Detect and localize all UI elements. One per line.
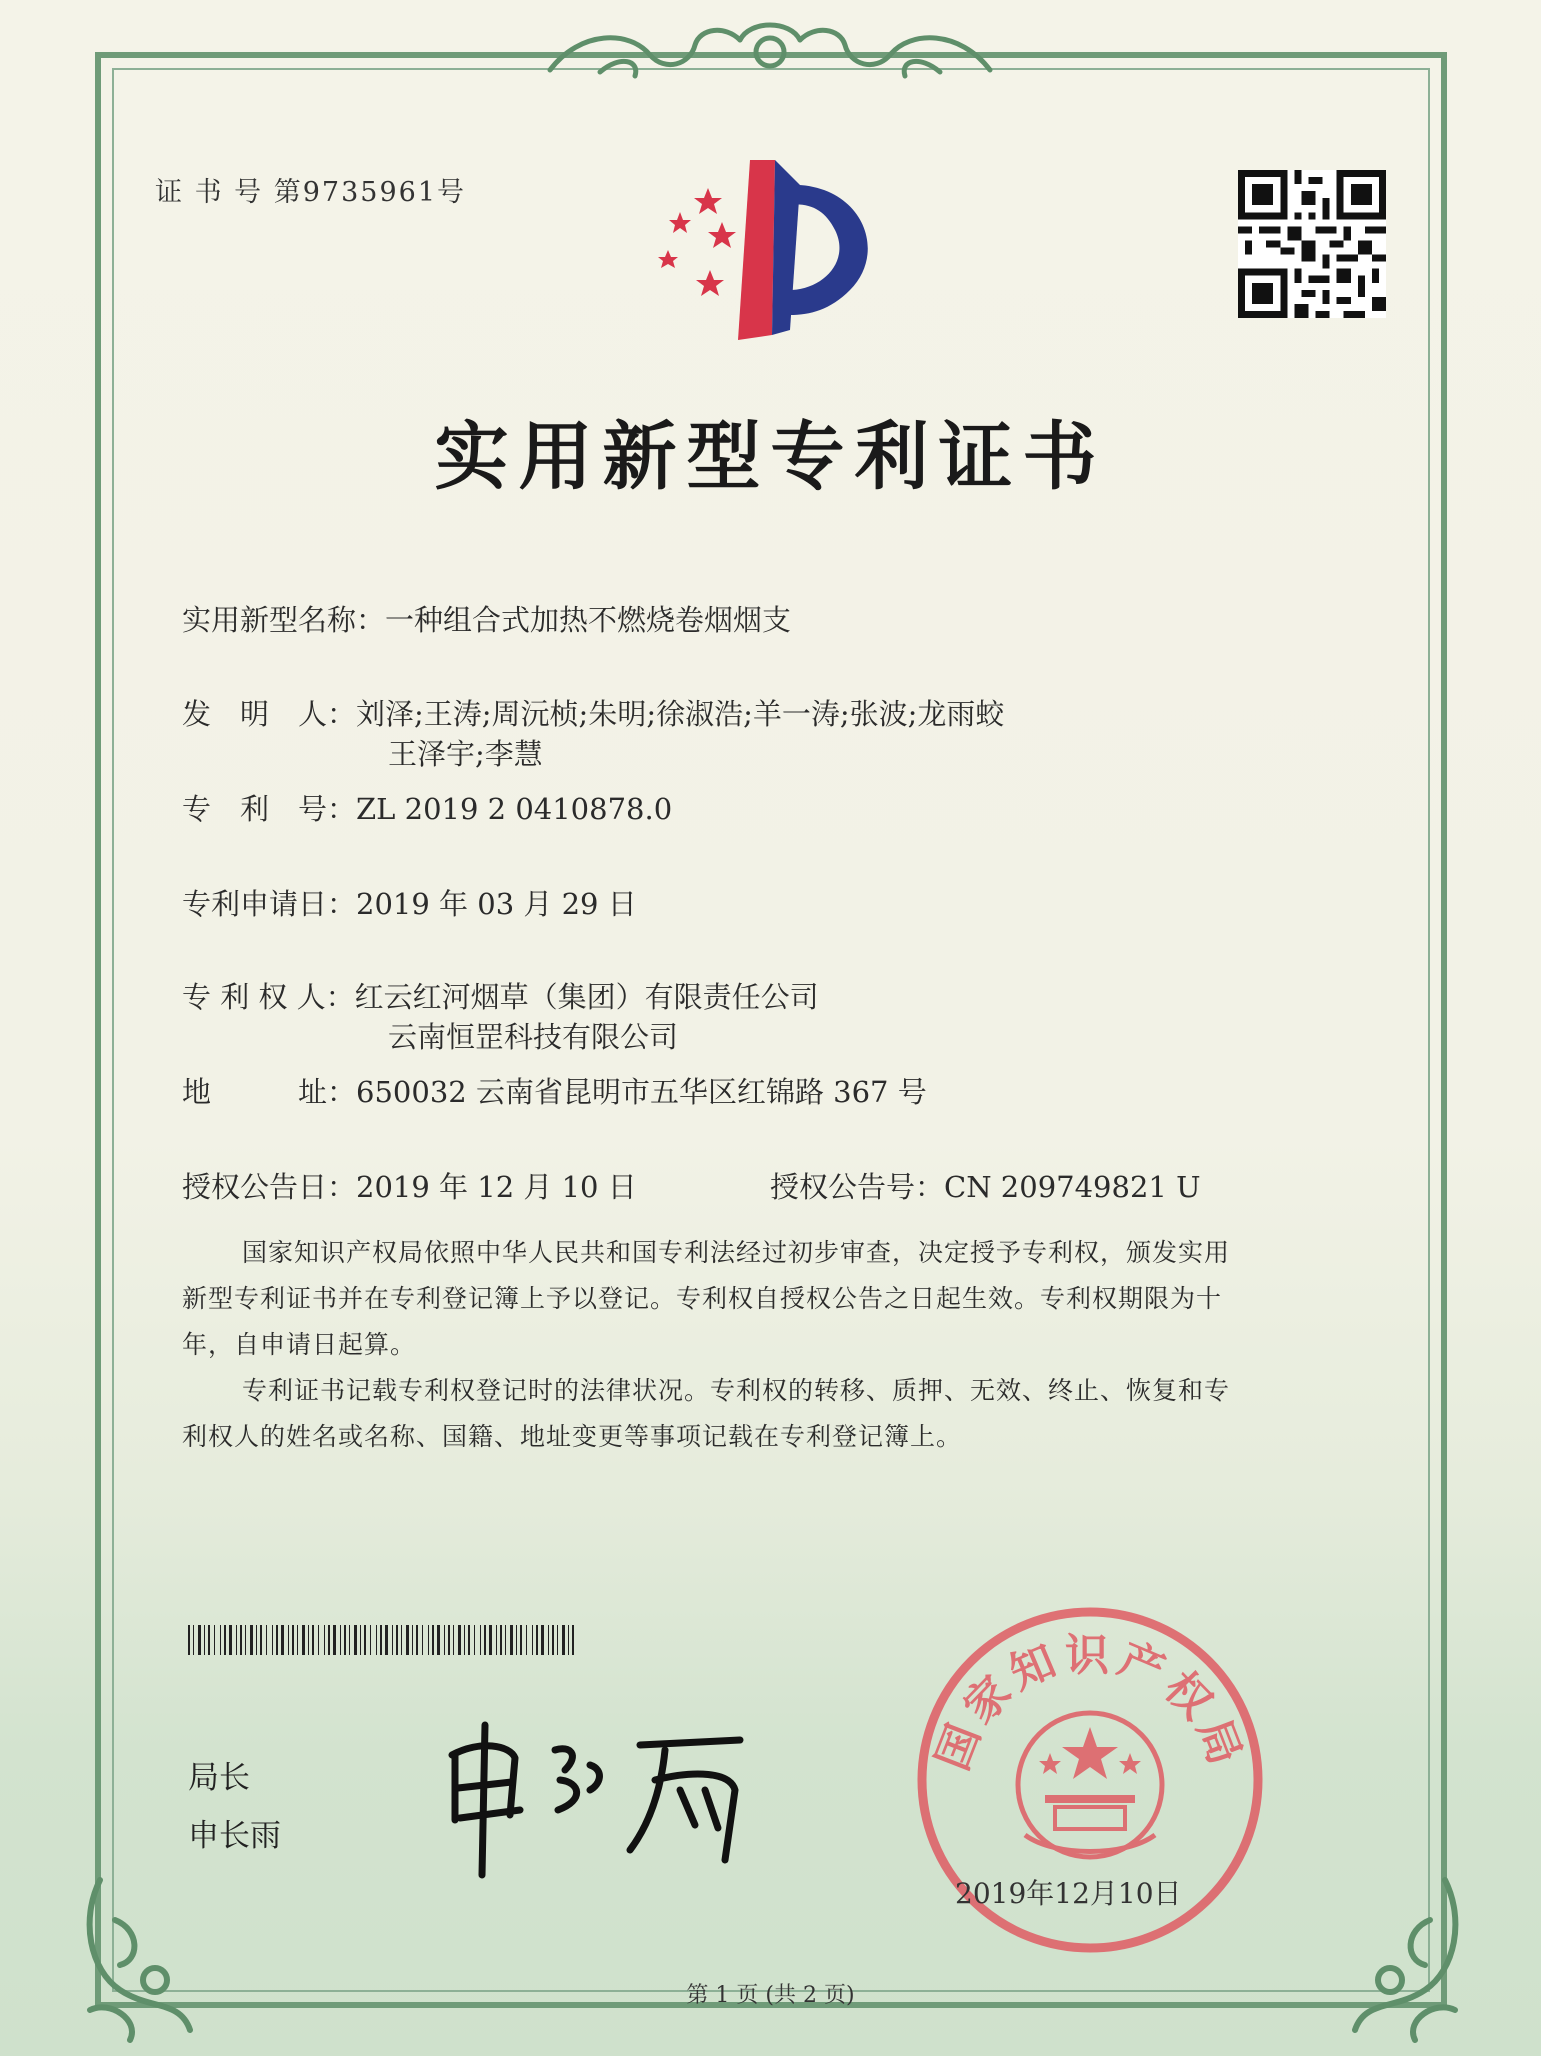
patentee-value-1: 红云红河烟草（集团）有限责任公司 xyxy=(354,980,819,1014)
address-label: 地 址： xyxy=(182,1075,357,1109)
grant-number-value: CN 209749821 U xyxy=(944,1170,1201,1204)
paragraph-1-line-2: 新型专利证书并在专利登记簿上予以登记。专利权自授权公告之日起生效。专利权期限为十 xyxy=(182,1284,1223,1313)
utility-model-name-row xyxy=(182,598,791,639)
director-title: 局长 xyxy=(188,1760,250,1796)
filing-date-label: 专利申请日： xyxy=(182,887,357,921)
address-row xyxy=(182,1070,927,1111)
paragraph-2-line-2: 利权人的姓名或名称、国籍、地址变更等事项记载在专利登记簿上。 xyxy=(182,1422,963,1451)
director-name: 申长雨 xyxy=(188,1818,281,1854)
patent-number-value: ZL 2019 2 0410878.0 xyxy=(356,792,673,826)
name-label: 实用新型名称： xyxy=(182,603,386,637)
page-number: 第 1 页 (共 2 页) xyxy=(686,1983,855,2008)
grant-number-label: 授权公告号： xyxy=(770,1170,945,1204)
grant-number-row xyxy=(770,1165,1201,1206)
filing-date-row xyxy=(182,882,637,923)
paragraph-1-line-3: 年，自申请日起算。 xyxy=(182,1330,417,1359)
patentee-value-2: 云南恒罡科技有限公司 xyxy=(388,1020,679,1054)
patentee-label: 专 利 权 人： xyxy=(182,980,355,1014)
barcode xyxy=(188,1625,581,1655)
address-value: 650032 云南省昆明市五华区红锦路 367 号 xyxy=(356,1075,927,1109)
legal-paragraph-2 xyxy=(182,1368,1362,1460)
inventor-label: 发 明 人： xyxy=(182,697,357,731)
patentee-row-2 xyxy=(388,1015,678,1056)
grant-date-label: 授权公告日： xyxy=(182,1170,357,1204)
paragraph-2-line-1: 专利证书记载专利权登记时的法律状况。专利权的转移、质押、无效、终止、恢复和专 xyxy=(242,1376,1231,1405)
grant-date-value: 2019 年 12 月 10 日 xyxy=(356,1170,637,1204)
bottom-right-ornament xyxy=(1325,1860,1475,2050)
paragraph-1-line-1: 国家知识产权局依照中华人民共和国专利法经过初步审查，决定授予专利权，颁发实用 xyxy=(242,1238,1231,1267)
legal-paragraph-1 xyxy=(182,1230,1362,1368)
cnipa-logo xyxy=(650,160,900,350)
director-signature xyxy=(440,1710,780,1880)
name-value: 一种组合式加热不燃烧卷烟烟支 xyxy=(385,603,792,637)
bottom-left-ornament xyxy=(70,1860,220,2050)
seal-text: 国家知识产权局 xyxy=(927,1630,1253,1778)
grant-date-row xyxy=(182,1165,637,1206)
patentee-row xyxy=(182,975,819,1016)
patent-number-label: 专 利 号： xyxy=(182,792,357,826)
top-ornament xyxy=(540,10,1000,90)
patent-number-row xyxy=(182,787,672,828)
inventor-value-1: 刘泽;王涛;周沅桢;朱明;徐淑浩;羊一涛;张波;龙雨蛟 xyxy=(356,697,1005,731)
qr-code xyxy=(1238,170,1386,318)
seal-date: 2019年12月10日 xyxy=(955,1877,1182,1910)
certificate-title: 实用新型专利证书 xyxy=(434,414,1107,500)
inventor-row xyxy=(182,692,1004,733)
filing-date-value: 2019 年 03 月 29 日 xyxy=(356,887,637,921)
certificate-number: 证 书 号 第9735961号 xyxy=(155,177,466,208)
inventor-value-2: 王泽宇;李慧 xyxy=(388,737,543,771)
inventor-row-2 xyxy=(388,732,543,773)
